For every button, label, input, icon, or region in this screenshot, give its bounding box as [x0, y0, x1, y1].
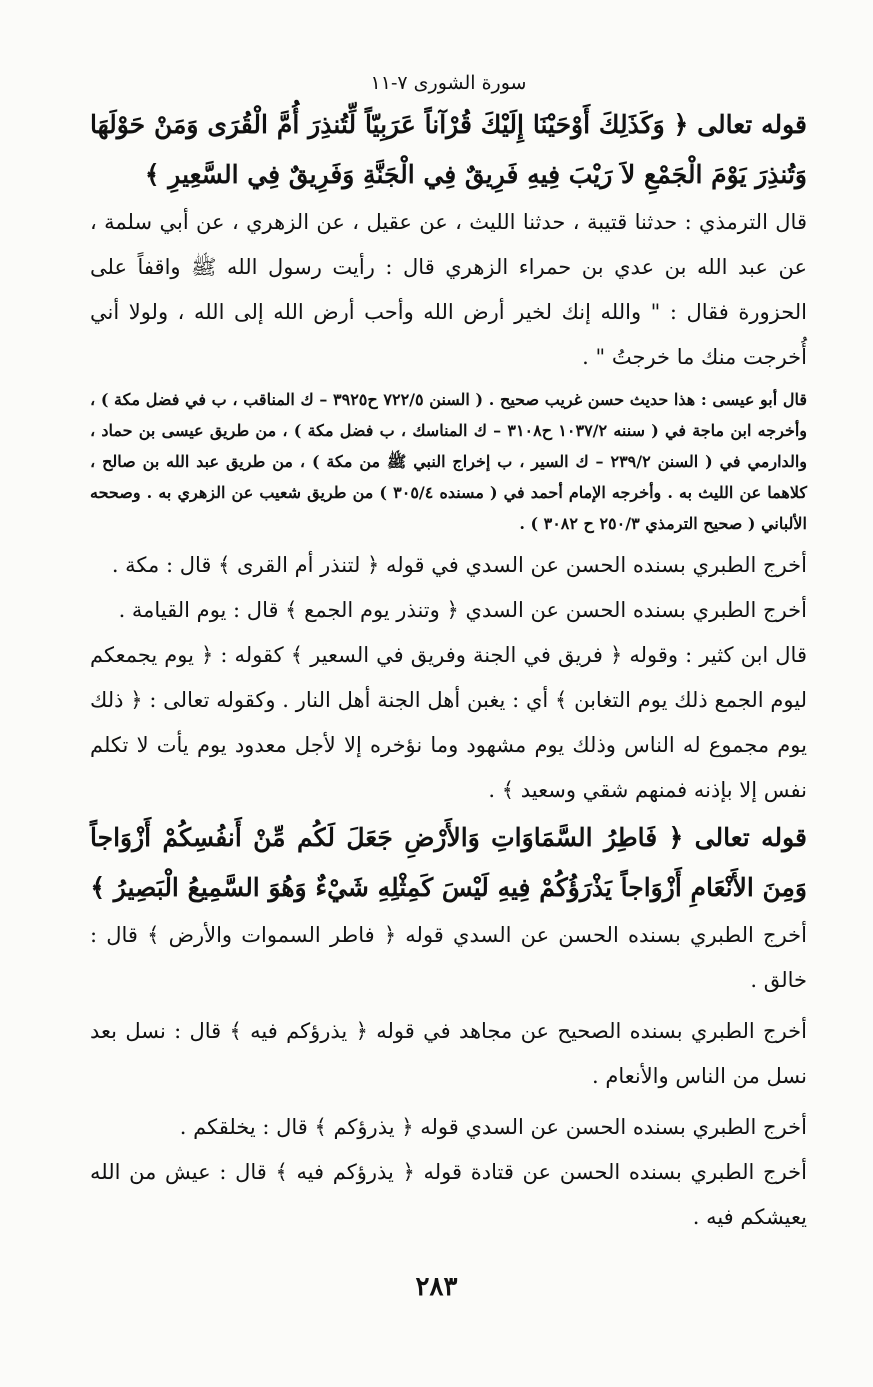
commentary-paragraph: أخرج الطبري بسنده الحسن عن السدي في قوله ﴿ لتنذر أم القرى ﴾ قال : مكة . [111, 553, 807, 577]
commentary-paragraph: أخرج الطبري بسنده الحسن عن السدي ﴿ وتنذر يوم الجمع ﴾ قال : يوم القيامة . [118, 598, 807, 622]
commentary-paragraph: قال ابن كثير : وقوله ﴿ فريق في الجنة وفريق في السعير ﴾ كقوله : ﴿ يوم يجمعكم ليوم الجمع ذلك يوم التغابن ﴾ أي : يغبن أهل الجنة أهل النار . وكقوله تعالى : ﴿ ذلك يوم مجموع له الناس وذلك يوم مشهود وما نؤخره إلا لأجل معدود يوم يأت لا تكلم نفس إلا بإذنه فمنهم شقي وسعيد ﴾ . [90, 643, 807, 802]
takhrij-note: قال أبو عيسى : هذا حديث حسن غريب صحيح . ( السنن ٧٢٢/٥ ح٣٩٢٥ – ك المناقب ، ب في فضل مكة ) ، وأخرجه ابن ماجة في ( سننه ١٠٣٧/٢ ح٣١٠٨ – ك المناسك ، ب فضل مكة ) ، من طريق عيسى بن حماد ، والدارمي في ( السنن ٢٣٩/٢ – ك السير ، ب إخراج النبي ﷺ من مكة ) ، من طريق عبد الله بن صالح ، كلاهما عن الليث به . وأخرجه الإمام أحمد في ( مسنده ٣٠٥/٤ ) من طريق شعيب عن الزهري به . وصححه الألباني ( صحيح الترمذي ٢٥٠/٣ ح ٣٠٨٢ ) . [90, 390, 808, 533]
commentary-paragraph: أخرج الطبري بسنده الحسن عن قتادة قوله ﴿ يذرؤكم فيه ﴾ قال : عيش من الله يعيشكم فيه . [90, 1160, 807, 1229]
commentary-paragraph: أخرج الطبري بسنده الحسن عن السدي قوله ﴿ يذرؤكم ﴾ قال : يخلقكم . [179, 1115, 807, 1139]
hadith-paragraph: قال الترمذي : حدثنا قتيبة ، حدثنا الليث ، عن عقيل ، عن الزهري ، عن أبي سلمة ، عن عبد الله بن عدي بن حمراء الزهري قال : رأيت رسول الله ﷺ واقفاً على الحزورة فقال : " والله إنك لخير أرض الله وأحب أرض الله إلى الله ، ولولا أني أُخرجت منك ما خرجتُ " . [90, 210, 807, 369]
verse-heading: قوله تعالى ﴿ وَكَذَلِكَ أَوْحَيْنَا إِلَيْكَ قُرْآناً عَرَبِيّاً لِّتُنذِرَ أُمَّ الْقُرَى وَمَنْ حَوْلَهَا وَتُنذِرَ يَوْمَ الْجَمْعِ لاَ رَيْبَ فِيهِ فَرِيقٌ فِي الْجَنَّةِ وَفَرِيقٌ فِي السَّعِيرِ ﴾ [90, 110, 807, 189]
commentary-paragraph: أخرج الطبري بسنده الصحيح عن مجاهد في قوله ﴿ يذرؤكم فيه ﴾ قال : نسل بعد نسل من الناس والأنعام . [90, 1019, 807, 1088]
running-header: سورة الشورى ٧-١١ [370, 72, 527, 94]
page-number: ٢٨٣ [415, 1272, 458, 1302]
commentary-paragraph: أخرج الطبري بسنده الحسن عن السدي قوله ﴿ فاطر السموات والأرض ﴾ قال : خالق . [90, 923, 807, 992]
verse-heading: قوله تعالى ﴿ فَاطِرُ السَّمَاوَاتِ وَالأَرْضِ جَعَلَ لَكُم مِّنْ أَنفُسِكُمْ أَزْوَاجاً وَمِنَ الأَنْعَامِ أَزْوَاجاً يَذْرَؤُكُمْ فِيهِ لَيْسَ كَمِثْلِهِ شَيْءٌ وَهُوَ السَّمِيعُ الْبَصِيرُ ﴾ [90, 823, 807, 902]
